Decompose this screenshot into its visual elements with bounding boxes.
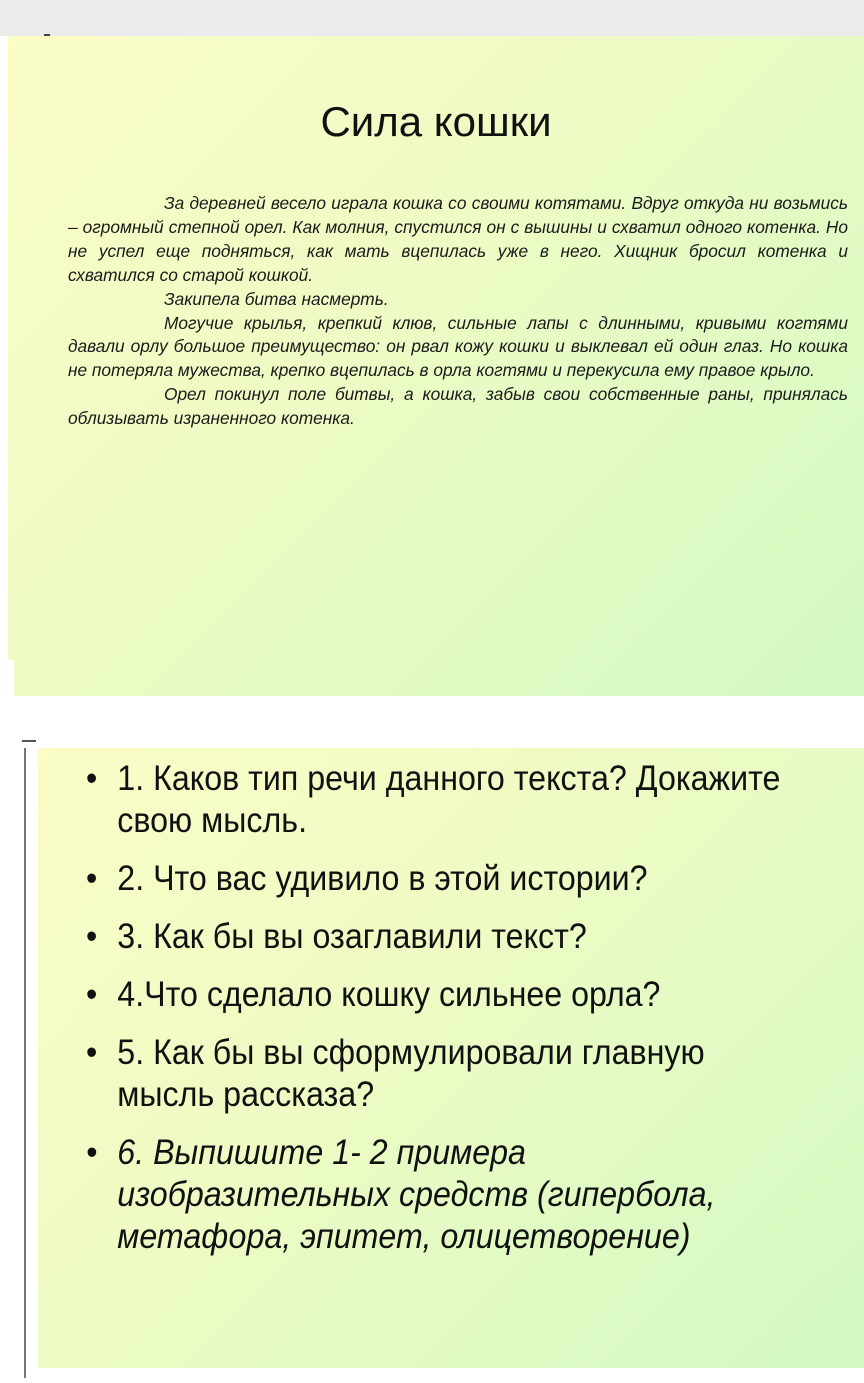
bullet-icon: • — [86, 917, 98, 956]
question-item — [86, 916, 785, 958]
question-item — [86, 858, 785, 900]
question-text: 4.Что сделало кошку сильнее орла? — [117, 975, 661, 1014]
questions-list — [86, 758, 846, 1274]
question-item — [86, 758, 785, 842]
story-paragraph: Закипела битва насмерть. — [164, 288, 389, 309]
story-paragraph: За деревней весело играла кошка со своими котятами. Вдруг откуда ни возьмись – огромный степной орел. Как молния, спустился он с вышины и схватил одного котенка. Но не успел еще подняться, как мать вцепилась уже в него. Хищник бросил котенка и схватился со старой кошкой. — [68, 193, 848, 285]
question-text: 5. Как бы вы сформулировали главную мысль рассказа? — [117, 1033, 705, 1114]
question-item — [86, 974, 785, 1016]
question-text: 3. Как бы вы озаглавили текст? — [117, 917, 587, 956]
question-text: 2. Что вас удивило в этой истории? — [117, 859, 648, 898]
story-title: Сила кошки — [320, 98, 552, 145]
question-text: 6. Выпишите 1- 2 примера изобразительных средств (гипербола, метафора, эпитет, олицетворение) — [117, 1133, 716, 1256]
story-paragraph: Орел покинул поле битвы, а кошка, забыв свои собственные раны, принялась облизывать израненного котенка. — [68, 384, 848, 429]
slide-story — [8, 36, 864, 696]
bullet-icon: • — [86, 1033, 98, 1072]
slide-edge-cap — [22, 740, 36, 742]
question-item — [86, 1032, 785, 1116]
bullet-icon: • — [86, 975, 98, 1014]
bullet-icon: • — [86, 1133, 98, 1172]
slide-edge-line — [24, 748, 26, 1378]
white-gap — [0, 660, 14, 696]
story-paragraph: Могучие крылья, крепкий клюв, сильные лапы с длинными, кривыми когтями давали орлу большое преимущество: он рвал кожу кошки и выклевал ей один глаз. Но кошка не потеряла мужества, крепко вцепилась в орла когтями и перекусила ему правое крыло. — [68, 312, 848, 381]
slide-questions — [38, 748, 864, 1368]
bullet-icon: • — [86, 859, 98, 898]
bullet-icon: • — [86, 759, 98, 798]
question-item — [86, 1132, 785, 1258]
question-text: 1. Каков тип речи данного текста? Докажите свою мысль. — [117, 759, 781, 840]
story-text — [68, 192, 848, 431]
top-strip — [0, 0, 864, 36]
